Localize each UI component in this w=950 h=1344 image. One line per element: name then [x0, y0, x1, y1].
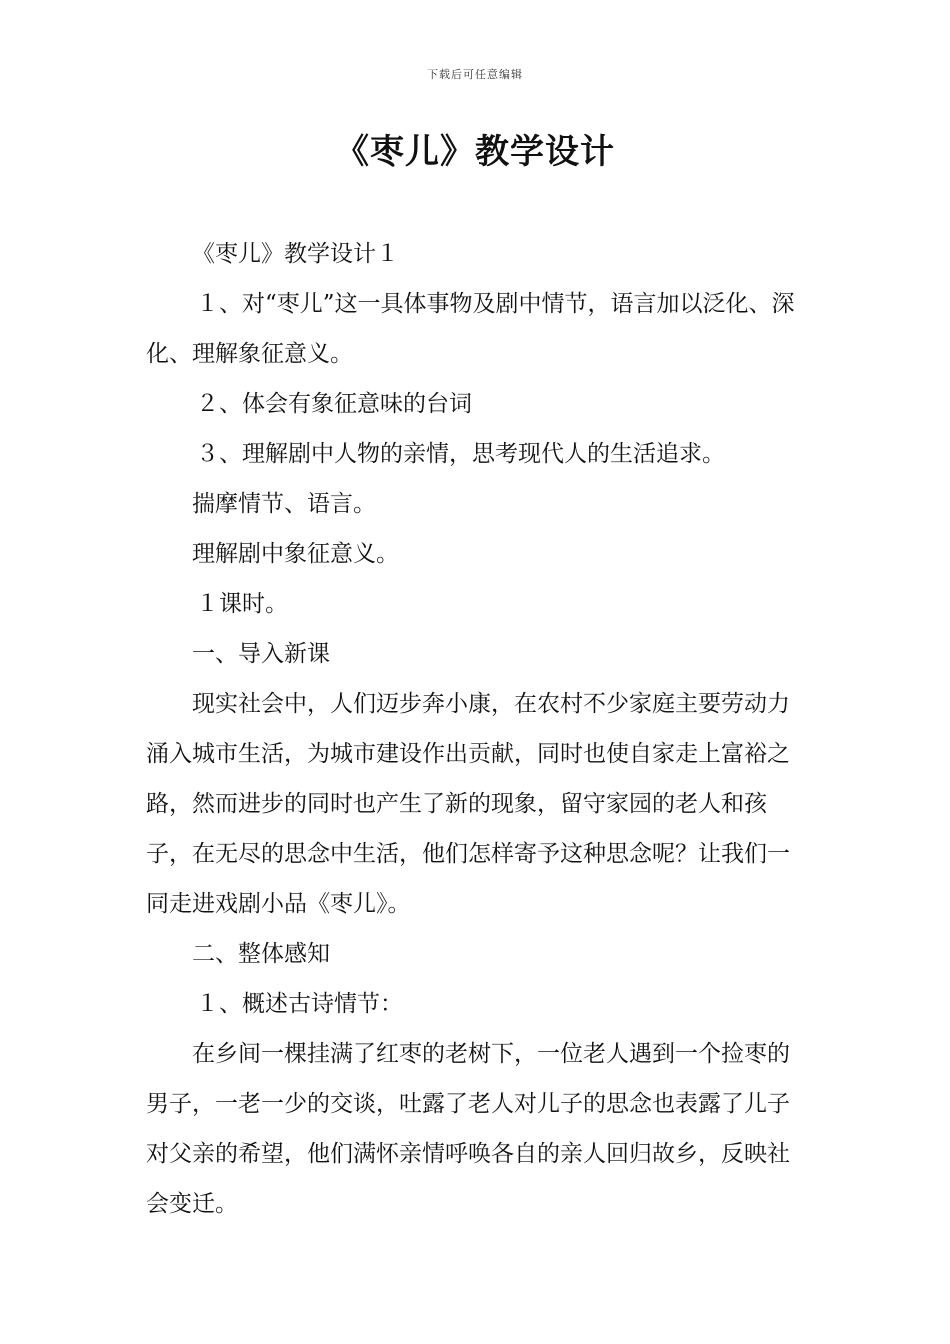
document-body: [146, 229, 806, 1229]
paragraph: 《枣儿》教学设计１: [192, 241, 399, 267]
paragraph: 理解剧中象征意义。: [192, 541, 399, 567]
document-title: 《枣儿》教学设计: [335, 132, 615, 172]
paragraph: 揣摩情节、语言。: [192, 491, 376, 517]
paragraph: ２、体会有象征意味的台词: [196, 391, 472, 417]
paragraph: 在乡间一棵挂满了红枣的老树下，一位老人遇到一个捡枣的男子，一老一少的交谈，吐露了老人对儿子的思念也表露了儿子对父亲的希望，他们满怀亲情呼唤各自的亲人回归故乡，反映社会变迁。: [146, 1041, 790, 1217]
page-header: 下载后可任意编辑: [427, 68, 523, 81]
paragraph: 现实社会中，人们迈步奔小康，在农村不少家庭主要劳动力涌入城市生活，为城市建设作出贡献，同时也使自家走上富裕之路，然而进步的同时也产生了新的现象，留守家园的老人和孩子，在无尽的思念中生活，他们怎样寄予这种思念呢？让我们一同走进戏剧小品《枣儿》。: [146, 691, 790, 917]
paragraph: ３、理解剧中人物的亲情，思考现代人的生活追求。: [196, 441, 725, 467]
section-heading: 二、整体感知: [192, 941, 330, 967]
paragraph: １、对“枣儿”这一具体事物及剧中情节，语言加以泛化、深化、理解象征意义。: [146, 291, 795, 367]
paragraph: １、概述古诗情节：: [196, 991, 403, 1017]
paragraph: １课时。: [196, 591, 288, 617]
section-heading: 一、导入新课: [192, 641, 330, 667]
